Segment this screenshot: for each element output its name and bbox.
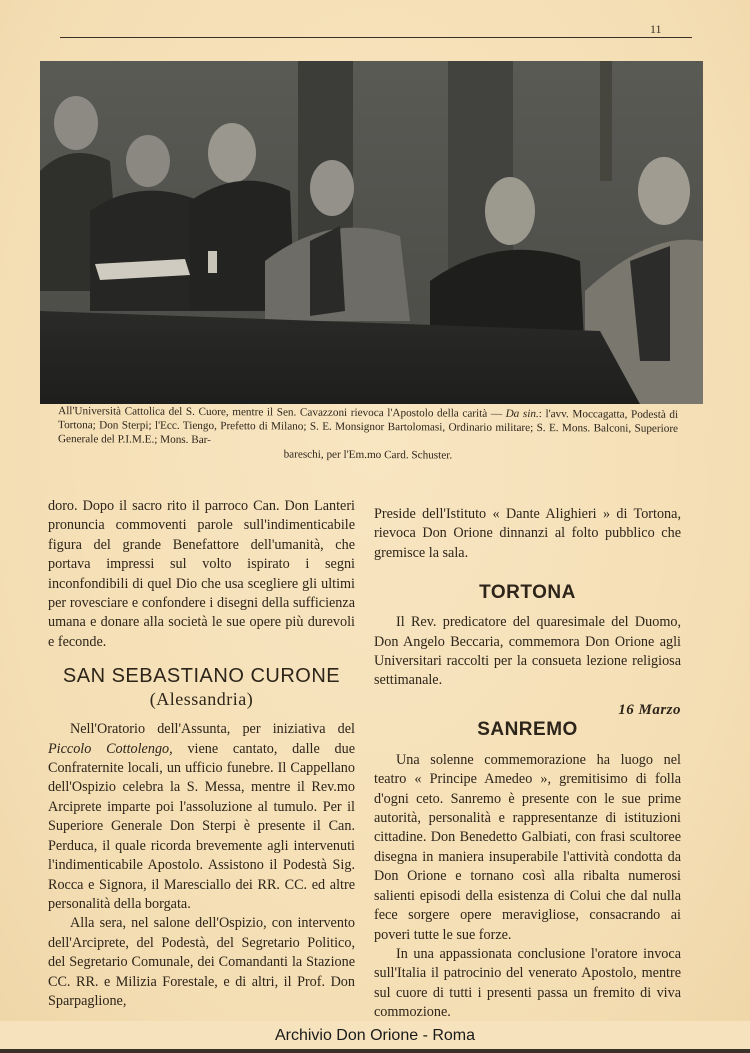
paragraph: doro. Dopo il sacro rito il parroco Can. Don Lanteri pronuncia commoventi parole sull'indimenticabile figura del grande Benefattore dell'umanità, che portava impressi sul volto ispirato i segni inconfondibili di quel Dio che usa scegliere gli ultimi per rovesciare e confondere i disegni della sufficienza umana e donare alla società le sue opere più durevoli e feconde.: [48, 498, 355, 650]
caption-text: All'Università Cattolica del S. Cuore, mentre il Sen. Cavazzoni rievoca l'Apostolo della carità —: [58, 405, 506, 420]
right-column: [374, 505, 681, 1023]
group-photo: [40, 61, 703, 404]
left-column: [48, 497, 355, 1011]
date-label: 16 Marzo: [618, 701, 681, 718]
footer-edge: [0, 1049, 750, 1053]
page-number: 11: [650, 22, 662, 36]
paragraph: Preside dell'Istituto « Dante Alighieri » di Tortona, rievoca Don Orione dinnanzi al folto pubblico che gremisce la sala.: [374, 506, 681, 561]
caption-last-line: bareschi, per l'Em.mo Card. Schuster.: [283, 448, 453, 462]
section-title-tortona: TORTONA: [479, 582, 576, 604]
paragraph: Una solenne commemorazione ha luogo nel teatro « Principe Amedeo », gremitisimo di folla d'ogni ceto. Sanremo è presente con le sue prime autorità, personalità e rappresentanze di istituzioni cittadine. Don Benedetto Galbiati, con frasi scultoree disegna in maniera insuperabile l'attività condotta da Don Orione e tornano così alla ribalta numerosi salienti episodi della esistenza di Colui che dal nulla fece sorgere opere meravigliose, consacrando ai poveri tutte le sue forze.: [374, 751, 681, 943]
bottle: [208, 251, 217, 273]
paragraph: Il Rev. predicatore del quaresimale del Duomo, Don Angelo Beccaria, commemora Don Orione agli Universitari raccolti per la consueta lezione religiosa settimanale.: [374, 614, 681, 689]
photo-caption: [58, 404, 678, 464]
paragraph: Alla sera, nel salone dell'Ospizio, con intervento dell'Arciprete, del Podestà, del Segretario Politico, del Segretario Comunale, dei Comandanti la Stazione CC. RR. e Milizia Forestale, e di altri, il Prof. Don Sparpaglione,: [48, 915, 355, 1009]
section-subtitle: (Alessandria): [149, 689, 254, 710]
archive-label: Archivio Don Orione - Roma: [274, 1027, 476, 1044]
paragraph-text: Nell'Oratorio dell'Assunta, per iniziativa del: [70, 721, 355, 738]
section-title-sanremo: SANREMO: [477, 718, 578, 740]
paragraph: [48, 720, 355, 914]
caption-text: : l'avv. Moccagatta, Podestà di Tortona; Don Sterpi; l'Ecc. Tiengo, Prefetto di Milano; S. E. Monsignor Bartolomasi, Ordinario militare; S. E. Mons. Balconi, Superiore Generale del P.I.M.E.; Mons. Bar-: [57, 408, 679, 447]
caption-italic: Da sin.: [505, 407, 539, 421]
header-rule: [60, 37, 692, 38]
italic-name: Piccolo Cottolengo,: [48, 740, 173, 757]
paragraph: In una appassionata conclusione l'oratore invoca sull'Italia il patrocinio del venerato Apostolo, mentre sul cuore di tutti i presenti passa un fremito di viva commozione.: [374, 945, 681, 1021]
paragraph-text: viene cantato, dalle due Confraternite locali, un ufficio funebre. Il Cappellano dell'Ospizio celebra la S. Messa, mentre il Rev.mo Arciprete imparte poi l'assoluzione al tumulo. Per il Superiore Generale Don Sterpi è presente il Can. Perduca, il quale ricorda brevemente agli intervenuti l'indimenticabile Apostolo. Assistono il Podestà Sig. Rocca e Signora, il Maresciallo dei RR. CC. ed altre personalità della borgata.: [48, 740, 355, 912]
section-title: SAN SEBASTIANO CURONE: [62, 665, 341, 688]
photo-illustration: [40, 61, 703, 404]
